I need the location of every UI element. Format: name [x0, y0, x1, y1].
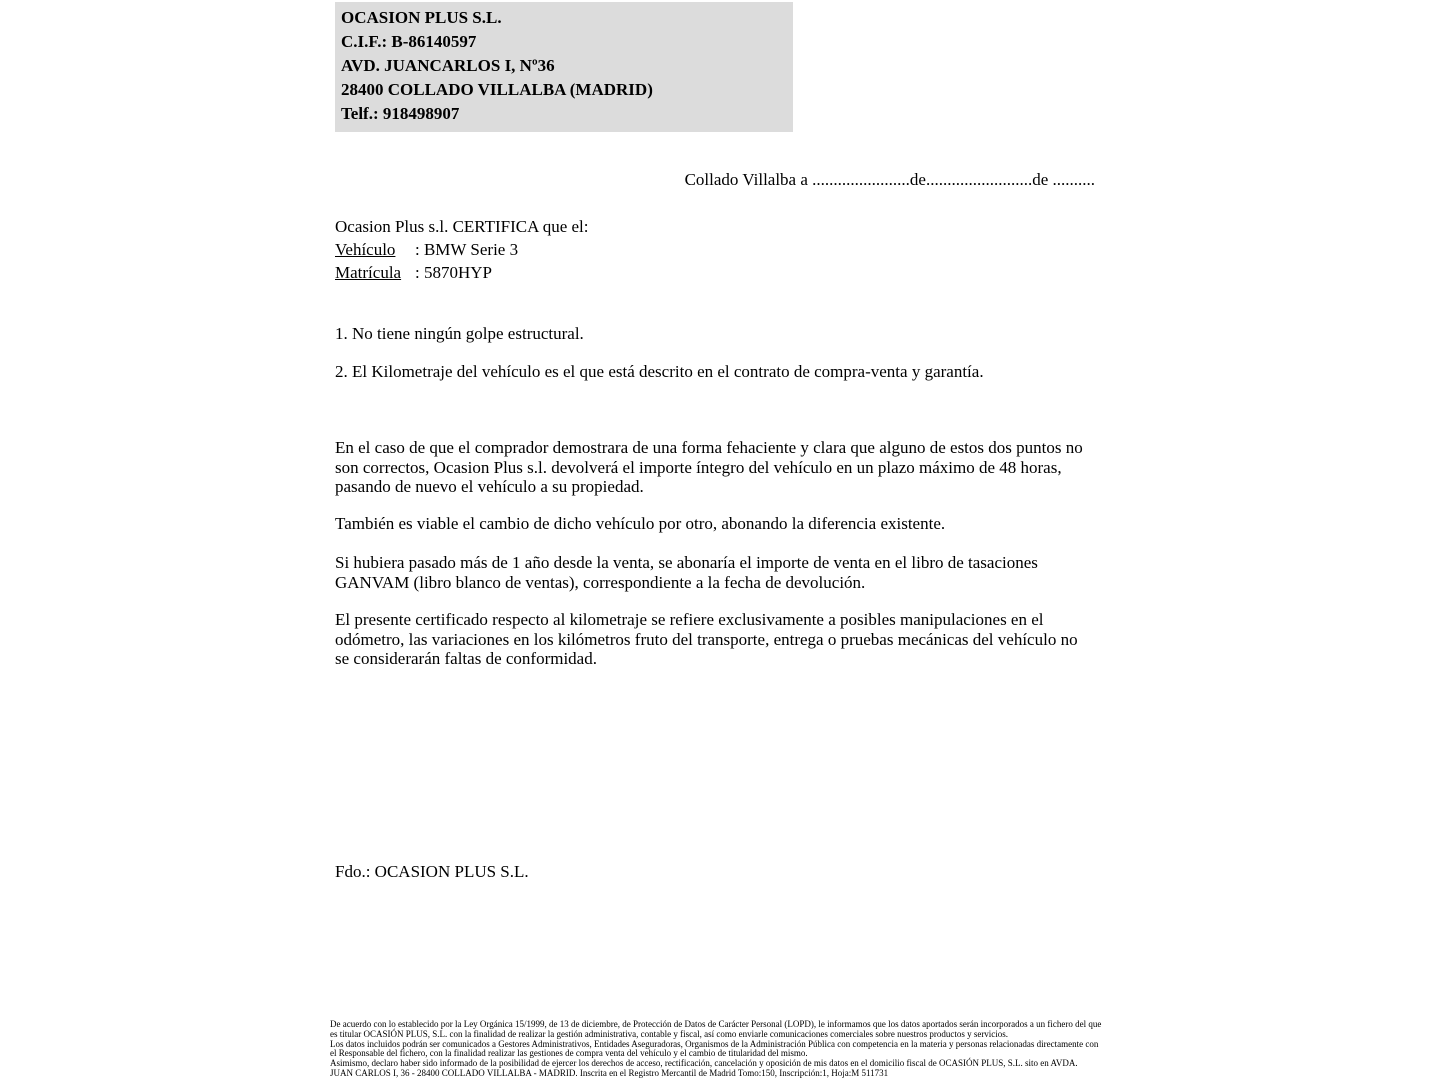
- certify-intro: Ocasion Plus s.l. CERTIFICA que el:: [335, 217, 589, 236]
- plate-row: [335, 261, 1095, 284]
- vehicle-label: Vehículo: [335, 240, 396, 259]
- vehicle-row: [335, 238, 1095, 261]
- company-phone: Telf.: 918498907: [341, 104, 460, 123]
- paragraph-ganvam: Si hubiera pasado más de 1 año desde la venta, se abonaría el importe de venta en el libro de tasaciones GANVAM (libro blanco de ventas), correspondiente a la fecha de devolución.: [335, 553, 1038, 592]
- point-mileage: 2. El Kilometraje del vehículo es el que está descrito en el contrato de compra-venta y garantía.: [335, 362, 984, 381]
- company-city: 28400 COLLADO VILLALBA (MADRID): [341, 80, 653, 99]
- plate-label: Matrícula: [335, 263, 402, 282]
- company-cif: C.I.F.: B-86140597: [341, 32, 477, 51]
- point-structural: 1. No tiene ningún golpe estructural.: [335, 324, 584, 343]
- document-body: [335, 0, 1095, 1080]
- certification-block: [335, 215, 1095, 284]
- company-name: OCASION PLUS S.L.: [341, 8, 502, 27]
- date-line: Collado Villalba a .......................de.........................de ..........: [684, 170, 1095, 189]
- paragraph-swap: También es viable el cambio de dicho vehículo por otro, abonando la diferencia existente.: [335, 514, 946, 533]
- legal-paragraph-3: Asimismo, declaro haber sido informado de la posibilidad de ejercer los derechos de acceso, rectificación, cancelación y oposición de mis datos en el domicilio fiscal de OCASIÓN PLUS, S.L. sito en AVDA. JUAN CARLOS I, 36 - 28400 COLLADO VILLALBA - MADRID. Inscrita en el Registro Mercantil de Madrid Tomo:150, Inscripción:1, Hoja:M 511731: [330, 1058, 1078, 1078]
- plate-value: : 5870HYP: [415, 263, 492, 282]
- vehicle-value: : BMW Serie 3: [415, 240, 519, 259]
- legal-footer: [330, 1020, 1102, 1079]
- paragraph-odometer: El presente certificado respecto al kilometraje se refiere exclusivamente a posibles manipulaciones en el odómetro, las variaciones en los kilómetros fruto del transporte, entrega o pruebas mecánicas del vehículo no se considerarán faltas de conformidad.: [335, 610, 1078, 668]
- paragraph-refund: En el caso de que el comprador demostrara de una forma fehaciente y clara que alguno de estos dos puntos no son correctos, Ocasion Plus s.l. devolverá el importe íntegro del vehículo en un plazo máximo de 48 horas, pasando de nuevo el vehículo a su propiedad.: [335, 438, 1083, 496]
- signature-line: Fdo.: OCASION PLUS S.L.: [335, 862, 529, 881]
- legal-paragraph-2: Los datos incluidos podrán ser comunicados a Gestores Administrativos, Entidades Aseguradoras, Organismos de la Administración Pública con competencia en la materia y personas relacionadas directamente con el Responsable del fichero, con la finalidad realizar las gestiones de compra venta del vehículo y el cambio de titularidad del mismo.: [330, 1038, 1099, 1059]
- legal-paragraph-1: De acuerdo con lo establecido por la Ley Orgánica 15/1999, de 13 de diciembre, de Protección de Datos de Carácter Personal (LOPD), le informamos que los datos aportados serán incorporados a un fichero del que es titular OCASIÓN PLUS, S.L. con la finalidad de realizar la gestión administrativa, contable y fiscal, así como enviarle comunicaciones comerciales sobre nuestros productos y servicios.: [330, 1019, 1102, 1039]
- company-address: AVD. JUANCARLOS I, Nº36: [341, 56, 555, 75]
